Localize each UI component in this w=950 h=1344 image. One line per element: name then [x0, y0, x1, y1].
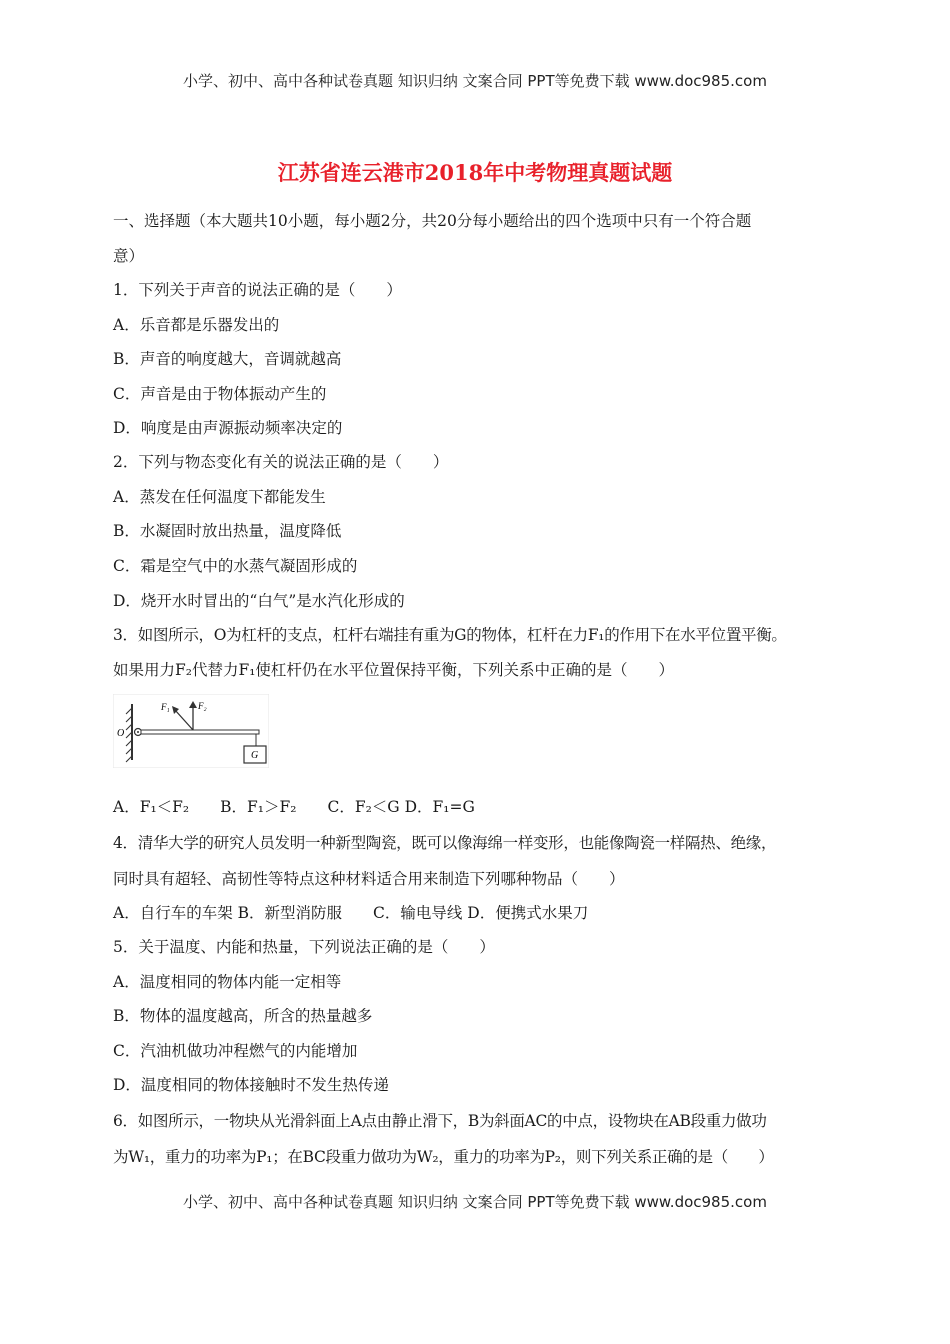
question-3: 3．如图所示，O为杠杆的支点，杠杆右端挂有重为G的物体，杠杆在力F₁的作用下在水平位置平衡。	[113, 626, 787, 644]
pivot-label: O	[117, 728, 125, 739]
page-title: 江苏省连云港市2018年中考物理真题试题	[277, 160, 673, 185]
q2-option-d: D．烧开水时冒出的“白气”是水汽化形成的	[113, 592, 405, 610]
lever-bar	[141, 730, 259, 734]
q2-option-c: C．霜是空气中的水蒸气凝固形成的	[113, 557, 358, 575]
question-4-cont: 同时具有超轻、高韧性等特点这种材料适合用来制造下列哪种物品（ ）	[113, 870, 625, 888]
q1-option-c: C．声音是由于物体振动产生的	[113, 385, 327, 403]
q5-option-a: A．温度相同的物体内能一定相等	[113, 973, 342, 991]
question-3-cont: 如果用力F₂代替力F₁使杠杆仍在水平位置保持平衡，下列关系中正确的是（ ）	[113, 661, 674, 679]
q4-options: A．自行车的车架 B．新型消防服 C．输电导线 D．便携式水果刀	[113, 904, 589, 922]
weight-label: G	[251, 750, 259, 761]
question-6: 6．如图所示，一物块从光滑斜面上A点由静止滑下，B为斜面AC的中点，设物块在AB段重力做功	[113, 1112, 767, 1130]
question-4: 4．清华大学的研究人员发明一种新型陶瓷，既可以像海绵一样变形，也能像陶瓷一样隔热、绝缘，	[113, 834, 777, 852]
q5-option-d: D．温度相同的物体接触时不发生热传递	[113, 1076, 389, 1094]
force1-label: F₁	[161, 702, 170, 712]
q5-option-b: B．物体的温度越高，所含的热量越多	[113, 1007, 373, 1025]
force2-label: F₂	[198, 701, 207, 711]
q2-option-b: B．水凝固时放出热量，温度降低	[113, 522, 342, 540]
section-heading: 一、选择题（本大题共10小题，每小题2分，共20分每小题给出的四个选项中只有一个符合题	[113, 212, 752, 230]
q3-options: A．F₁＜F₂ B．F₁＞F₂ C．F₂＜G D．F₁=G	[113, 798, 475, 816]
page-footer: 小学、初中、高中各种试卷真题 知识归纳 文案合同 PPT等免费下载 www.doc985.com	[183, 1193, 767, 1211]
page-header: 小学、初中、高中各种试卷真题 知识归纳 文案合同 PPT等免费下载 www.doc985.com	[183, 72, 767, 90]
question-1: 1．下列关于声音的说法正确的是（ ）	[113, 281, 402, 299]
question-2: 2．下列与物态变化有关的说法正确的是（ ）	[113, 453, 449, 471]
q1-option-a: A．乐音都是乐器发出的	[113, 316, 280, 334]
q5-option-c: C．汽油机做功冲程燃气的内能增加	[113, 1042, 358, 1060]
question-6-cont: 为W₁，重力的功率为P₁；在BC段重力做功为W₂，重力的功率为P₂，则下列关系正确的是（ ）	[113, 1148, 774, 1166]
question-5: 5．关于温度、内能和热量，下列说法正确的是（ ）	[113, 938, 495, 956]
lever-figure	[113, 694, 269, 768]
q1-option-d: D．响度是由声源振动频率决定的	[113, 419, 343, 437]
q1-option-b: B．声音的响度越大，音调就越高	[113, 350, 342, 368]
section-heading-cont: 意）	[113, 247, 145, 265]
q2-option-a: A．蒸发在任何温度下都能发生	[113, 488, 326, 506]
